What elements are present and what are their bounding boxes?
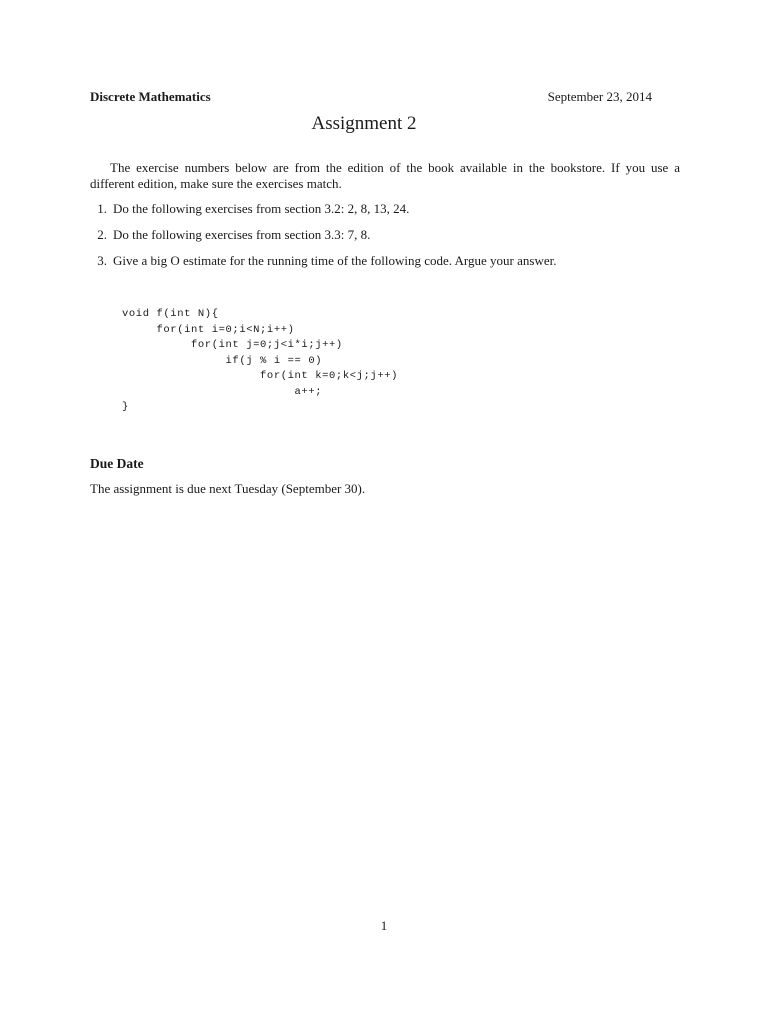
exercise-item — [90, 253, 680, 269]
due-date-heading: Due Date — [90, 456, 144, 471]
exercise-text: Give a big O estimate for the running time of the following code. Argue your answer. — [113, 253, 557, 268]
code-line: a++; — [122, 385, 323, 398]
code-line: void f(int N){ — [122, 308, 219, 320]
exercise-list — [90, 201, 680, 279]
code-line: if(j % i == 0) — [122, 354, 323, 367]
course-name: Discrete Mathematics — [90, 89, 211, 104]
due-date-text: The assignment is due next Tuesday (September 30). — [90, 481, 366, 496]
code-line: for(int k=0;k<j;j++) — [122, 370, 399, 382]
exercise-item — [90, 201, 680, 217]
exercise-text: Do the following exercises from section 3.2: 2, 8, 13, 24. — [113, 201, 410, 216]
exercise-text: Do the following exercises from section 3.3: 7, 8. — [113, 227, 371, 242]
exercise-number: 1. — [97, 201, 107, 216]
code-line: } — [122, 401, 129, 413]
header-date: September 23, 2014 — [547, 89, 652, 104]
page-number: 1 — [380, 918, 388, 933]
code-block — [122, 307, 398, 416]
header-row — [90, 89, 652, 105]
assignment-title: Assignment 2 — [311, 113, 417, 134]
code-line: for(int i=0;i<N;i++) — [122, 323, 295, 336]
exercise-number: 3. — [97, 253, 107, 268]
exercise-number: 2. — [97, 227, 107, 242]
intro-paragraph: The exercise numbers below are from the edition of the book available in the bookstore. If you use a different edition, make sure the exercises match. — [90, 160, 680, 191]
code-line: for(int j=0;j<i*i;j++) — [122, 339, 343, 351]
exercise-item — [90, 227, 680, 243]
